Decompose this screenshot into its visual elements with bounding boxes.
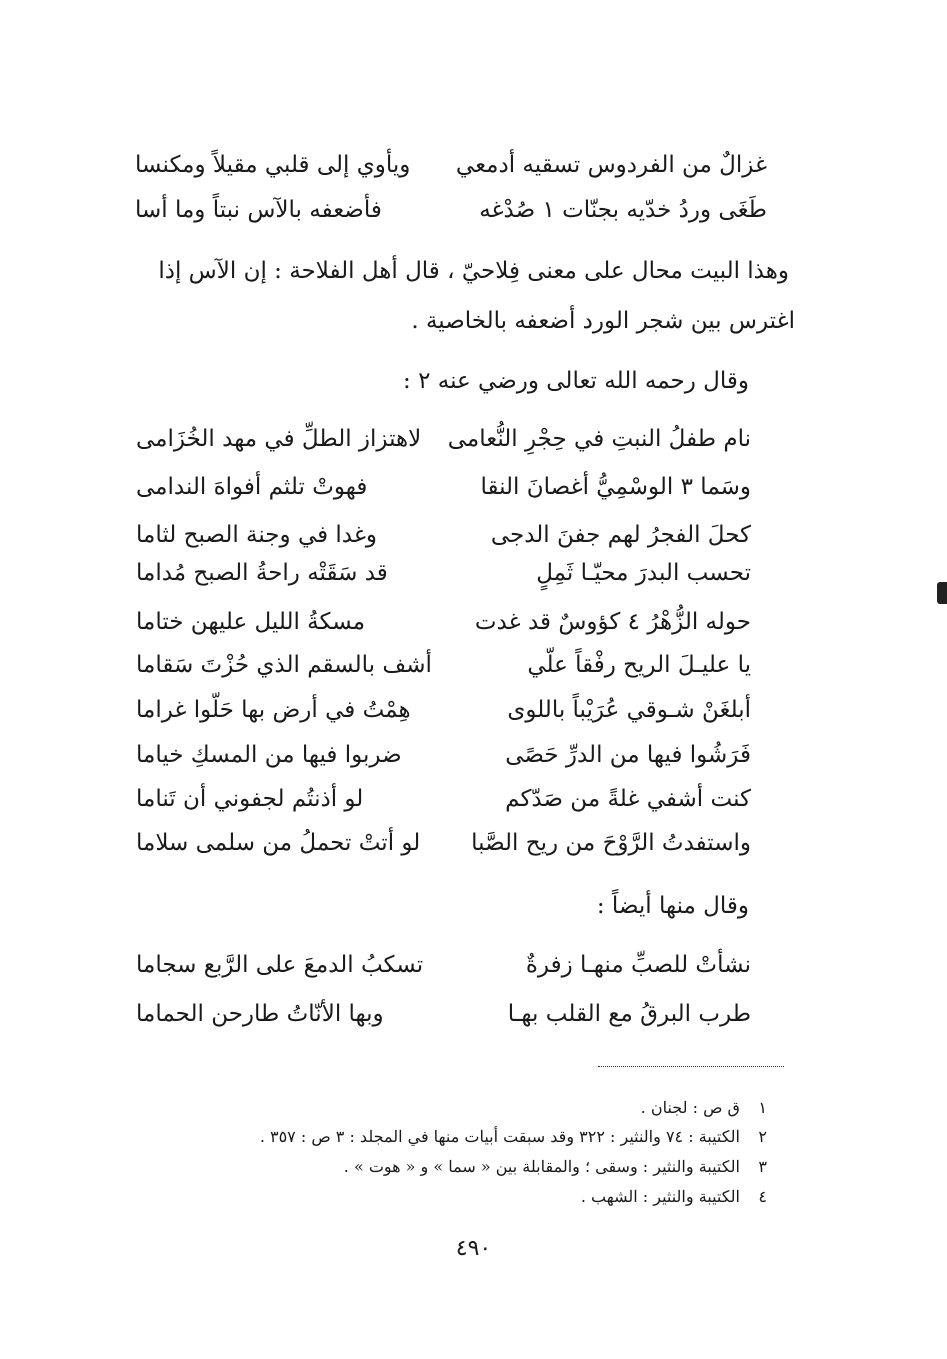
verse-first-hemistich: طرب البرقُ مع القلب بهـا <box>507 1001 751 1027</box>
poem2-verse-4 <box>136 553 751 593</box>
poem2-intro: وقال رحمه الله تعالى ورضي عنه ٢ : <box>403 368 749 394</box>
verse-first-hemistich: فَرَشُوا فيها من الدرِّ حَصًى <box>505 742 751 768</box>
commentary-paragraph <box>89 246 789 296</box>
verse-first-hemistich: أبلغَنْ شـوقي عُرَيْباً باللوى <box>507 697 751 723</box>
commentary-line-2: اغترس بين شجر الورد أضعفه بالخاصية . <box>411 308 795 334</box>
verse-first-hemistich: تحسب البدرَ محيّـا ثَمِلٍ <box>536 560 751 586</box>
footnote-text: الكتيبة والنثير : وسقى ؛ والمقابلة بين « سما » و « هوت » . <box>343 1157 740 1176</box>
poem2-verse-3 <box>136 515 751 555</box>
footnote-number: ٢ <box>758 1127 767 1146</box>
poem1-verse-2 <box>135 190 767 230</box>
footnote-2 <box>260 1127 767 1146</box>
footnote-number: ٣ <box>758 1157 767 1176</box>
verse-first-hemistich: غزالٌ من الفردوس تسقيه أدمعي <box>455 152 767 178</box>
verse-second-hemistich: فهوتْ تلثم أفواهَ الندامى <box>136 474 368 500</box>
verse-second-hemistich: وغدا في وجنة الصبح لثاما <box>136 522 378 548</box>
poem3-verse-1 <box>136 945 751 985</box>
verse-second-hemistich: لو أذنتُم لجفوني أن تَناما <box>136 786 364 812</box>
verse-first-hemistich: كحلَ الفجرُ لهم جفنَ الدجى <box>490 522 751 548</box>
verse-second-hemistich: ضربوا فيها من المسكِ خياما <box>136 742 402 768</box>
scan-edge-mark <box>937 582 947 604</box>
commentary-line-1: وهذا البيت محال على معنى فِلاحيّ ، قال أهل الفلاحة : إن الآس إذا <box>158 258 789 284</box>
poem2-verse-9 <box>136 779 751 819</box>
poem2-verse-1 <box>136 419 751 459</box>
verse-second-hemistich: وبها الأنّاتُ طارحن الحماما <box>136 1001 384 1027</box>
commentary-paragraph-end <box>95 296 795 346</box>
poem2-verse-6 <box>136 645 751 685</box>
verse-second-hemistich: لو أتتْ تحملُ من سلمى سلاما <box>136 830 421 856</box>
verse-first-hemistich: يا عليـلَ الريح رفْقاً علّي <box>527 652 751 678</box>
poem2-verse-7 <box>136 690 751 730</box>
poem3-verse-2 <box>136 994 751 1034</box>
footnote-text: ق ص : لجنان . <box>640 1098 740 1117</box>
verse-second-hemistich: فأضعفه بالآس نبتاً وما أسا <box>135 197 382 223</box>
verse-first-hemistich: كنت أشفي غلةً من صَدّكم <box>505 786 751 812</box>
verse-first-hemistich: حوله الزُّهْرُ ٤ كؤوسٌ قد غدت <box>474 609 751 635</box>
footnote-number: ٤ <box>758 1187 767 1206</box>
verse-first-hemistich: واستفدتُ الرَّوْحَ من ريح الصَّبا <box>471 830 751 856</box>
poem2-verse-5 <box>136 602 751 642</box>
page-number: ٤٩٠ <box>455 1236 492 1261</box>
verse-first-hemistich: وسَما ٣ الوسْمِيُّ أغصانَ النقا <box>480 474 751 500</box>
poem1-verse-1 <box>135 145 767 185</box>
footnote-number: ١ <box>758 1098 767 1117</box>
footnote-divider <box>598 1066 784 1067</box>
footnote-4 <box>581 1187 767 1206</box>
footnote-3 <box>344 1157 767 1176</box>
poem2-verse-8 <box>136 735 751 775</box>
verse-second-hemistich: تسكبُ الدمعَ على الرَّبع سجاما <box>136 952 424 978</box>
verse-second-hemistich: هِمْتُ في أرض بها حَلّوا غراما <box>136 697 411 723</box>
footnote-text: الكتيبة والنثير : الشهب . <box>580 1187 740 1206</box>
verse-second-hemistich: قد سَقَتْه راحةُ الصبح مُداما <box>136 560 388 586</box>
verse-second-hemistich: مسكةُ الليل عليهن ختاما <box>136 609 366 635</box>
verse-first-hemistich: نام طفلُ النبتِ في حِجْرِ النُّعامى <box>447 426 751 452</box>
footnote-1 <box>641 1098 767 1117</box>
verse-second-hemistich: لاهتزاز الطلِّ في مهد الخُزَامى <box>136 426 422 452</box>
footnote-text: الكتيبة : ٧٤ والنثير : ٣٢٢ وقد سبقت أبيات منها في المجلد : ٣ ص : ٣٥٧ . <box>259 1127 740 1146</box>
verse-first-hemistich: نشأتْ للصبِّ منهـا زفرةٌ <box>525 952 751 978</box>
verse-second-hemistich: أشف بالسقم الذي حُزْتَ سَقاما <box>136 652 432 678</box>
poem2-verse-2 <box>136 467 751 507</box>
verse-first-hemistich: طَغَى وردُ خدّيه بجنّات ١ صُدْغه <box>479 197 767 223</box>
poem2-verse-10 <box>136 823 751 863</box>
poem3-intro: وقال منها أيضاً : <box>596 893 749 919</box>
verse-second-hemistich: ويأوي إلى قلبي مقيلاً ومكنسا <box>135 152 411 178</box>
